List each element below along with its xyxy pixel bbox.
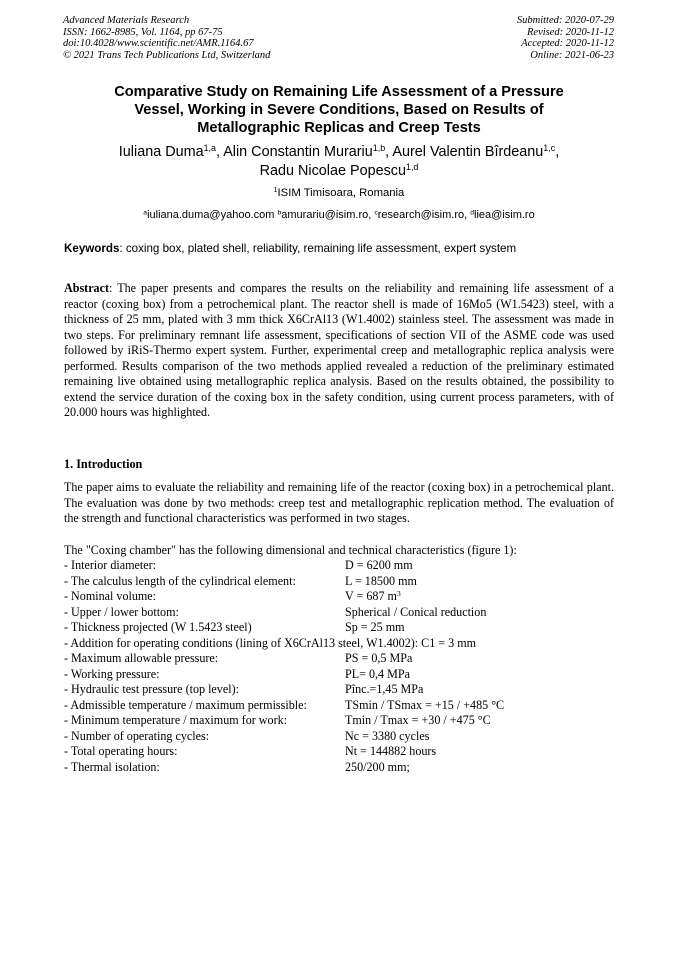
abstract-label: Abstract bbox=[64, 281, 110, 295]
keywords-label: Keywords bbox=[64, 242, 120, 255]
author-name: Iuliana Duma bbox=[118, 144, 204, 160]
spec-value: Tmin / Tmax = +30 / +475 °C bbox=[345, 713, 491, 727]
spec-row bbox=[64, 729, 624, 745]
spec-label: - Total operating hours: bbox=[64, 744, 178, 758]
date-revised: Revised: 2020-11-12 bbox=[527, 26, 614, 38]
spec-row bbox=[64, 558, 624, 574]
author-emails bbox=[40, 208, 638, 222]
email-mark: c bbox=[374, 209, 378, 217]
spec-row bbox=[64, 667, 624, 683]
spec-row bbox=[64, 574, 624, 590]
email-a: iuliana.duma@yahoo.com bbox=[147, 209, 275, 221]
journal-doi: doi:10.4028/www.scientific.net/AMR.1164.67 bbox=[63, 38, 254, 49]
dates-header bbox=[517, 15, 614, 61]
email-c: research@isim.ro, bbox=[377, 209, 471, 221]
date-submitted: Submitted: 2020-07-29 bbox=[516, 15, 614, 26]
spec-label: - Working pressure: bbox=[64, 666, 160, 681]
title-line: Vessel, Working in Severe Conditions, Based on Results of bbox=[134, 102, 544, 118]
date-accepted: Accepted: 2020-11-12 bbox=[521, 38, 614, 49]
affiliation-mark: 1 bbox=[273, 187, 278, 195]
characteristics-intro: The "Coxing chamber" has the following dimensional and technical characteristics (figure 1): bbox=[64, 543, 517, 557]
author-separator: , bbox=[215, 144, 224, 160]
keywords bbox=[64, 242, 624, 256]
spec-row bbox=[64, 605, 624, 621]
spec-value: Nt = 144882 hours bbox=[345, 744, 437, 758]
spec-value: PL= 0,4 MPa bbox=[345, 666, 410, 681]
intro-paragraph: The paper aims to evaluate the reliability and remaining life of the reactor (coxing box) in a petrochemical plant. The evaluation was done by two methods: creep test and metallographic replication method. The evaluation of the strength and functional characteristics was performed in two stages. bbox=[64, 480, 614, 525]
spec-label: - Thermal isolation: bbox=[64, 759, 160, 774]
journal-header bbox=[63, 15, 270, 61]
author-name: Radu Nicolae Popescu bbox=[259, 163, 406, 179]
spec-value: 250/200 mm; bbox=[345, 759, 410, 774]
spec-value bbox=[345, 589, 401, 605]
spec-label: - The calculus length of the cylindrical element: bbox=[64, 573, 296, 588]
spec-full-line: - Addition for operating conditions (lining of X6CrAl13 steel, W1.4002): C1 = 3 mm bbox=[64, 635, 477, 650]
spec-label: - Minimum temperature / maximum for work: bbox=[64, 713, 288, 727]
author-affil-mark: 1,d bbox=[406, 162, 419, 173]
characteristics-list bbox=[64, 558, 624, 775]
author-name: Aurel Valentin Bîrdeanu bbox=[392, 144, 544, 160]
spec-label: - Upper / lower bottom: bbox=[64, 604, 179, 619]
spec-value: Nc = 3380 cycles bbox=[345, 728, 430, 743]
spec-row bbox=[64, 620, 624, 636]
author-name: Alin Constantin Murariu bbox=[223, 144, 373, 160]
spec-row bbox=[64, 682, 624, 698]
title-line: Metallographic Replicas and Creep Tests bbox=[197, 120, 481, 136]
author-affil-mark: 1,c bbox=[543, 143, 556, 154]
author-separator: , bbox=[385, 144, 393, 160]
author-line bbox=[40, 143, 638, 162]
date-online: Online: 2021-06-23 bbox=[530, 49, 614, 61]
email-b: amurariu@isim.ro, bbox=[281, 209, 375, 221]
journal-issn: ISSN: 1662-8985, Vol. 1164, pp 67-75 bbox=[63, 26, 223, 38]
email-mark: b bbox=[277, 209, 282, 217]
spec-value-text: V = 687 m bbox=[345, 589, 397, 603]
journal-copyright: © 2021 Trans Tech Publications Ltd, Switzerland bbox=[63, 49, 271, 61]
paper-title bbox=[40, 83, 638, 137]
abstract-text: : The paper presents and compares the results on the reliability and remaining life assessment of a reactor (coxing box) from a petrochemical plant. The reactor shell is made of 16Mo5 (W1.5423) steel, with a thickness of 25 mm, plated with 3 mm thick X6CrAl13 (W1.4002) stainless steel. The assessment was made in two steps. For preliminary remnant life assessment, specifications of section VII of the ASME code was used followed by iRiS-Thermo expert system. Further, experimental creep and metallographic replica analysis were performed. Results comparison of the two methods applied revealed a reduction of the preliminary estimated remaining live obtained using metallographic replica analysis. Based on the results obtained, the possibility to extend the service duration of the coxing box in the safety condition, using current process parameters, with of 20.000 hours was highlighted. bbox=[64, 281, 614, 419]
email-mark: a bbox=[143, 209, 148, 217]
spec-value: PS = 0,5 MPa bbox=[345, 651, 413, 665]
email-mark: d bbox=[470, 209, 475, 217]
section-heading: 1. Introduction bbox=[64, 457, 143, 471]
spec-row bbox=[64, 744, 624, 760]
spec-value: L = 18500 mm bbox=[345, 573, 417, 588]
spec-row bbox=[64, 760, 624, 776]
spec-row bbox=[64, 651, 624, 667]
affiliation-text: ISIM Timisoara, Romania bbox=[277, 187, 405, 199]
author-list bbox=[40, 143, 638, 181]
spec-label: - Nominal volume: bbox=[64, 589, 157, 603]
spec-value: Spherical / Conical reduction bbox=[345, 604, 487, 619]
spec-row bbox=[64, 713, 624, 729]
spec-row bbox=[64, 589, 624, 605]
spec-value: D = 6200 mm bbox=[345, 558, 413, 572]
spec-label: - Admissible temperature / maximum permissible: bbox=[64, 697, 307, 712]
keywords-text: : coxing box, plated shell, reliability, remaining life assessment, expert system bbox=[119, 242, 517, 255]
journal-name: Advanced Materials Research bbox=[63, 15, 190, 26]
spec-label: - Thickness projected (W 1.5423 steel) bbox=[64, 620, 252, 634]
abstract bbox=[64, 281, 614, 421]
email-d: liea@isim.ro bbox=[474, 209, 535, 221]
author-affil-mark: 1,b bbox=[372, 143, 386, 154]
author-line bbox=[40, 162, 638, 181]
spec-label: - Hydraulic test pressure (top level): bbox=[64, 682, 239, 696]
spec-row bbox=[64, 698, 624, 714]
spec-label: - Number of operating cycles: bbox=[64, 728, 210, 743]
spec-row bbox=[64, 636, 624, 652]
author-affil-mark: 1,a bbox=[203, 143, 216, 154]
title-line: Comparative Study on Remaining Life Assessment of a Pressure bbox=[114, 84, 564, 100]
author-separator: , bbox=[555, 144, 560, 160]
spec-label: - Interior diameter: bbox=[64, 558, 157, 572]
spec-value: TSmin / TSmax = +15 / +485 °C bbox=[345, 697, 505, 712]
spec-value-exponent: 3 bbox=[396, 588, 401, 598]
spec-value: Pînc.=1,45 MPa bbox=[345, 682, 424, 696]
spec-label: - Maximum allowable pressure: bbox=[64, 651, 219, 665]
spec-value: Sp = 25 mm bbox=[345, 620, 405, 634]
affiliation bbox=[40, 186, 638, 200]
